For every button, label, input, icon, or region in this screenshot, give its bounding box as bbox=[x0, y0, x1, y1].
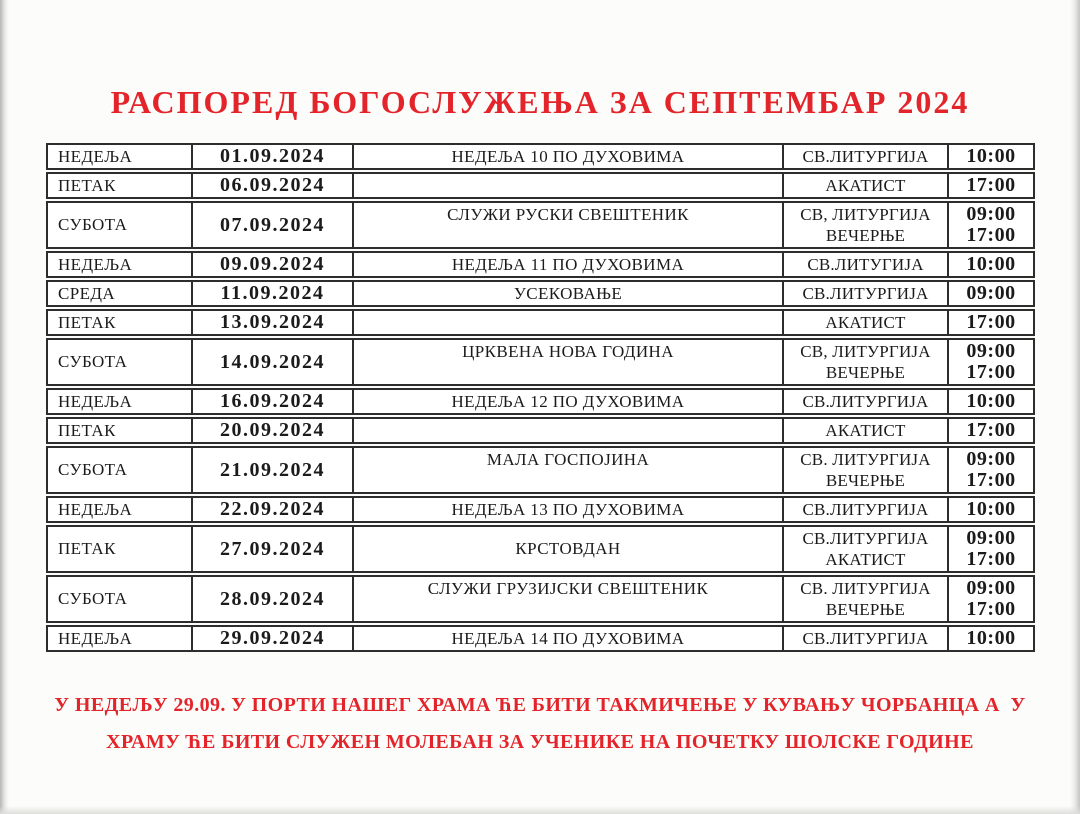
service-cell bbox=[784, 311, 949, 334]
schedule-table bbox=[46, 143, 1035, 654]
time-cell bbox=[949, 253, 1033, 276]
schedule-row bbox=[46, 496, 1035, 523]
day-cell bbox=[48, 577, 193, 621]
day-cell-text: ПЕТАК bbox=[58, 175, 116, 195]
service-name: АКАТИСТ bbox=[825, 312, 906, 332]
photo-edge-bottom bbox=[0, 806, 1080, 814]
description-cell-text: ЦРКВЕНА НОВА ГОДИНА bbox=[462, 342, 674, 361]
date-cell-text: 13.09.2024 bbox=[220, 311, 325, 333]
service-name: СВ, ЛИТУРГИЈА bbox=[800, 341, 931, 361]
schedule-row bbox=[46, 625, 1035, 652]
service-time: 09:00 bbox=[966, 282, 1016, 304]
time-cell bbox=[949, 448, 1033, 492]
description-cell-text: СЛУЖИ РУСКИ СВЕШТЕНИК bbox=[447, 205, 689, 224]
date-cell-text: 28.09.2024 bbox=[220, 587, 325, 610]
date-cell bbox=[193, 145, 354, 168]
description-cell-text: СЛУЖИ ГРУЗИЈСКИ СВЕШТЕНИК bbox=[427, 579, 709, 598]
day-cell bbox=[48, 145, 193, 168]
service-time: 10:00 bbox=[966, 253, 1016, 275]
day-cell-text: НЕДЕЉА bbox=[58, 146, 133, 166]
service-name: СВ.ЛИТУРГИЈА bbox=[802, 499, 929, 519]
date-cell bbox=[193, 419, 354, 442]
description-cell-text: НЕДЕЉА 14 ПО ДУХОВИМА bbox=[451, 628, 685, 648]
description-cell bbox=[354, 203, 784, 247]
date-cell-text: 11.09.2024 bbox=[220, 282, 325, 304]
photo-edge-right bbox=[1070, 0, 1080, 814]
description-cell-text: КРСТОВДАН bbox=[515, 539, 621, 558]
service-time: 10:00 bbox=[966, 390, 1016, 412]
date-cell-text: 20.09.2024 bbox=[220, 419, 325, 441]
service-cell bbox=[784, 203, 949, 247]
service-time: 17:00 bbox=[966, 361, 1016, 384]
day-cell bbox=[48, 311, 193, 334]
schedule-row bbox=[46, 172, 1035, 199]
service-time: 10:00 bbox=[966, 498, 1016, 520]
service-name: СВ.ЛИТУРГИЈА bbox=[802, 528, 929, 548]
date-cell bbox=[193, 311, 354, 334]
description-cell bbox=[354, 527, 784, 571]
service-time: 17:00 bbox=[966, 419, 1016, 441]
description-cell bbox=[354, 627, 784, 650]
service-name: ВЕЧЕРЊЕ bbox=[825, 600, 906, 620]
date-cell bbox=[193, 527, 354, 571]
service-cell bbox=[784, 282, 949, 305]
service-name: ВЕЧЕРЊЕ bbox=[825, 471, 906, 491]
schedule-row bbox=[46, 446, 1035, 494]
schedule-row bbox=[46, 201, 1035, 249]
date-cell-text: 07.09.2024 bbox=[220, 213, 325, 236]
date-cell bbox=[193, 203, 354, 247]
date-cell-text: 27.09.2024 bbox=[220, 537, 325, 560]
description-cell-text: НЕДЕЉА 13 ПО ДУХОВИМА bbox=[451, 499, 685, 519]
time-cell bbox=[949, 577, 1033, 621]
time-cell bbox=[949, 311, 1033, 334]
day-cell-text: ПЕТАК bbox=[58, 420, 116, 440]
service-name: СВ. ЛИТУРГИЈА bbox=[800, 578, 931, 598]
day-cell bbox=[48, 419, 193, 442]
date-cell bbox=[193, 174, 354, 197]
service-name: СВ.ЛИТУРГИЈА bbox=[802, 628, 929, 648]
service-time: 17:00 bbox=[966, 311, 1016, 333]
description-cell bbox=[354, 448, 784, 492]
day-cell-text: СУБОТА bbox=[58, 460, 128, 479]
service-time: 17:00 bbox=[966, 469, 1016, 492]
service-cell bbox=[784, 253, 949, 276]
date-cell-text: 09.09.2024 bbox=[220, 253, 325, 275]
service-time: 17:00 bbox=[966, 224, 1016, 247]
day-cell bbox=[48, 174, 193, 197]
schedule-row bbox=[46, 143, 1035, 170]
day-cell-text: НЕДЕЉА bbox=[58, 499, 133, 519]
footer-note-line2: ХРАМУ ЋЕ БИТИ СЛУЖЕН МОЛЕБАН ЗА УЧЕНИКЕ НА ПОЧЕТКУ ШОЛСКЕ ГОДИНЕ bbox=[106, 731, 974, 753]
day-cell-text: НЕДЕЉА bbox=[58, 254, 133, 274]
description-cell bbox=[354, 145, 784, 168]
description-cell bbox=[354, 174, 784, 197]
date-cell-text: 01.09.2024 bbox=[220, 145, 325, 167]
time-cell bbox=[949, 627, 1033, 650]
day-cell bbox=[48, 253, 193, 276]
day-cell bbox=[48, 340, 193, 384]
schedule-row bbox=[46, 417, 1035, 444]
day-cell-text: СУБОТА bbox=[58, 215, 128, 234]
service-cell bbox=[784, 390, 949, 413]
service-time: 09:00 bbox=[966, 527, 1016, 549]
date-cell-text: 21.09.2024 bbox=[220, 458, 325, 481]
day-cell-text: СУБОТА bbox=[58, 352, 128, 371]
description-cell bbox=[354, 282, 784, 305]
description-cell bbox=[354, 390, 784, 413]
photo-edge-left bbox=[0, 0, 9, 814]
description-cell-text: НЕДЕЉА 10 ПО ДУХОВИМА bbox=[451, 146, 685, 166]
description-cell-text: МАЛА ГОСПОЈИНА bbox=[486, 450, 650, 469]
schedule-row bbox=[46, 338, 1035, 386]
schedule-row bbox=[46, 251, 1035, 278]
day-cell-text: ПЕТАК bbox=[58, 539, 116, 558]
footer-note-line1: У НЕДЕЉУ 29.09. У ПОРТИ НАШЕГ ХРАМА ЋЕ БИТИ ТАКМИЧЕЊЕ У КУВАЊУ ЧОРБАНЦА А У bbox=[54, 694, 1026, 716]
schedule-row bbox=[46, 280, 1035, 307]
service-cell bbox=[784, 174, 949, 197]
service-cell bbox=[784, 577, 949, 621]
day-cell-text: НЕДЕЉА bbox=[58, 391, 133, 411]
date-cell bbox=[193, 577, 354, 621]
date-cell bbox=[193, 627, 354, 650]
service-name: СВ. ЛИТУРГИЈА bbox=[800, 449, 931, 469]
description-cell bbox=[354, 253, 784, 276]
service-name: АКАТИСТ bbox=[825, 175, 906, 195]
day-cell bbox=[48, 527, 193, 571]
service-name: СВ, ЛИТУРГИЈА bbox=[800, 204, 931, 224]
day-cell bbox=[48, 498, 193, 521]
time-cell bbox=[949, 419, 1033, 442]
description-cell bbox=[354, 498, 784, 521]
service-time: 17:00 bbox=[966, 548, 1016, 571]
time-cell bbox=[949, 527, 1033, 571]
schedule-row bbox=[46, 388, 1035, 415]
service-name: СВ.ЛИТУРГИЈА bbox=[802, 146, 929, 166]
time-cell bbox=[949, 282, 1033, 305]
service-cell bbox=[784, 340, 949, 384]
service-name: АКАТИСТ bbox=[825, 420, 906, 440]
date-cell bbox=[193, 390, 354, 413]
service-cell bbox=[784, 527, 949, 571]
service-name: СВ.ЛИТУРГИЈА bbox=[802, 391, 929, 411]
service-time: 17:00 bbox=[966, 598, 1016, 621]
service-cell bbox=[784, 419, 949, 442]
schedule-row bbox=[46, 525, 1035, 573]
service-time: 10:00 bbox=[966, 145, 1016, 167]
description-cell-text: УСЕКОВАЊЕ bbox=[513, 283, 623, 303]
schedule-row bbox=[46, 309, 1035, 336]
date-cell bbox=[193, 282, 354, 305]
date-cell bbox=[193, 498, 354, 521]
time-cell bbox=[949, 498, 1033, 521]
date-cell-text: 16.09.2024 bbox=[220, 390, 325, 412]
service-time: 09:00 bbox=[966, 448, 1016, 470]
footer-note bbox=[45, 687, 1035, 761]
service-time: 09:00 bbox=[966, 203, 1016, 225]
date-cell-text: 14.09.2024 bbox=[220, 350, 325, 373]
description-cell bbox=[354, 311, 784, 334]
day-cell-text: НЕДЕЉА bbox=[58, 628, 133, 648]
date-cell-text: 22.09.2024 bbox=[220, 498, 325, 520]
service-time: 09:00 bbox=[966, 340, 1016, 362]
service-cell bbox=[784, 145, 949, 168]
day-cell bbox=[48, 627, 193, 650]
date-cell bbox=[193, 340, 354, 384]
description-cell bbox=[354, 419, 784, 442]
day-cell bbox=[48, 282, 193, 305]
date-cell bbox=[193, 448, 354, 492]
day-cell-text: ПЕТАК bbox=[58, 312, 116, 332]
service-cell bbox=[784, 627, 949, 650]
time-cell bbox=[949, 390, 1033, 413]
service-cell bbox=[784, 498, 949, 521]
day-cell bbox=[48, 203, 193, 247]
service-name: СВ.ЛИТУРГИЈА bbox=[802, 283, 929, 303]
description-cell-text: НЕДЕЉА 12 ПО ДУХОВИМА bbox=[451, 391, 685, 411]
time-cell bbox=[949, 340, 1033, 384]
time-cell bbox=[949, 145, 1033, 168]
page-title: РАСПОРЕД БОГОСЛУЖЕЊА ЗА СЕПТЕМБАР 2024 bbox=[110, 84, 970, 120]
service-time: 17:00 bbox=[966, 174, 1016, 196]
date-cell-text: 06.09.2024 bbox=[220, 174, 325, 196]
description-cell bbox=[354, 340, 784, 384]
service-name: АКАТИСТ bbox=[825, 550, 906, 570]
service-name: ВЕЧЕРЊЕ bbox=[825, 226, 906, 246]
date-cell bbox=[193, 253, 354, 276]
service-time: 09:00 bbox=[966, 577, 1016, 599]
description-cell bbox=[354, 577, 784, 621]
time-cell bbox=[949, 203, 1033, 247]
day-cell-text: СУБОТА bbox=[58, 589, 128, 608]
date-cell-text: 29.09.2024 bbox=[220, 627, 325, 649]
schedule-row bbox=[46, 575, 1035, 623]
day-cell bbox=[48, 448, 193, 492]
day-cell bbox=[48, 390, 193, 413]
service-cell bbox=[784, 448, 949, 492]
service-time: 10:00 bbox=[966, 627, 1016, 649]
time-cell bbox=[949, 174, 1033, 197]
service-name: ВЕЧЕРЊЕ bbox=[825, 363, 906, 383]
service-name: СВ.ЛИТУГИЈА bbox=[807, 254, 924, 274]
description-cell-text: НЕДЕЉА 11 ПО ДУХОВИМА bbox=[451, 254, 685, 274]
day-cell-text: СРЕДА bbox=[58, 283, 116, 303]
